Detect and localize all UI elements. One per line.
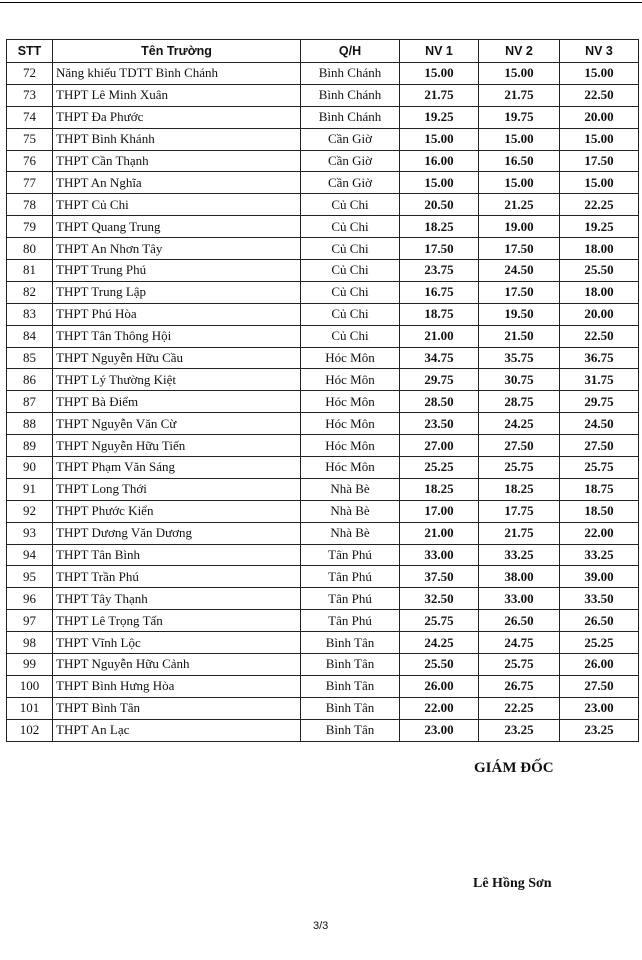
cell-nv3: 20.00 — [560, 106, 639, 128]
cell-nv2: 22.25 — [479, 697, 560, 719]
table-row — [7, 128, 639, 150]
cell-nv3: 18.50 — [560, 500, 639, 522]
cell-nv3: 23.00 — [560, 697, 639, 719]
cell-nv2: 23.25 — [479, 719, 560, 741]
cell-stt: 81 — [7, 260, 53, 282]
cell-nv1: 25.75 — [400, 610, 479, 632]
cell-district: Hóc Môn — [301, 413, 400, 435]
cell-stt: 74 — [7, 106, 53, 128]
cell-nv2: 21.75 — [479, 84, 560, 106]
cell-school-name: THPT Tây Thạnh — [53, 588, 301, 610]
table-row — [7, 150, 639, 172]
header-nv1: NV 1 — [400, 40, 479, 63]
cell-nv1: 26.00 — [400, 675, 479, 697]
page-number: 3/3 — [313, 920, 329, 932]
cell-school-name: THPT Tân Thông Hội — [53, 325, 301, 347]
cell-nv1: 15.00 — [400, 172, 479, 194]
cell-school-name: THPT Cần Thạnh — [53, 150, 301, 172]
cell-district: Củ Chi — [301, 216, 400, 238]
cell-district: Cần Giờ — [301, 150, 400, 172]
cell-school-name: THPT Đa Phước — [53, 106, 301, 128]
cell-district: Tân Phú — [301, 610, 400, 632]
cell-district: Nhà Bè — [301, 522, 400, 544]
cell-school-name: THPT Trung Lập — [53, 281, 301, 303]
table-row — [7, 457, 639, 479]
cell-district: Bình Tân — [301, 632, 400, 654]
cell-nv3: 33.25 — [560, 544, 639, 566]
cell-nv1: 25.50 — [400, 654, 479, 676]
cell-nv2: 18.25 — [479, 478, 560, 500]
table-row — [7, 238, 639, 260]
cell-school-name: THPT Phạm Văn Sáng — [53, 457, 301, 479]
cell-nv1: 21.00 — [400, 325, 479, 347]
cell-district: Hóc Môn — [301, 457, 400, 479]
cell-school-name: THPT Nguyễn Hữu Cầu — [53, 347, 301, 369]
cell-stt: 86 — [7, 369, 53, 391]
cell-school-name: THPT Bà Điểm — [53, 391, 301, 413]
cell-nv1: 22.00 — [400, 697, 479, 719]
table-row — [7, 347, 639, 369]
table-row — [7, 697, 639, 719]
cell-nv1: 17.00 — [400, 500, 479, 522]
cell-school-name: THPT Nguyễn Hữu Tiến — [53, 435, 301, 457]
cell-nv1: 29.75 — [400, 369, 479, 391]
table-row — [7, 106, 639, 128]
cell-nv2: 17.50 — [479, 238, 560, 260]
cell-nv3: 26.00 — [560, 654, 639, 676]
cell-nv1: 19.25 — [400, 106, 479, 128]
cell-district: Củ Chi — [301, 325, 400, 347]
table-row — [7, 84, 639, 106]
cell-stt: 95 — [7, 566, 53, 588]
cell-nv3: 22.00 — [560, 522, 639, 544]
cell-nv1: 23.00 — [400, 719, 479, 741]
cell-stt: 101 — [7, 697, 53, 719]
cell-nv2: 21.50 — [479, 325, 560, 347]
cell-district: Củ Chi — [301, 194, 400, 216]
cell-nv1: 17.50 — [400, 238, 479, 260]
cell-nv1: 33.00 — [400, 544, 479, 566]
cell-nv3: 18.00 — [560, 281, 639, 303]
cell-stt: 90 — [7, 457, 53, 479]
cell-district: Hóc Môn — [301, 391, 400, 413]
cell-stt: 85 — [7, 347, 53, 369]
cell-district: Hóc Môn — [301, 347, 400, 369]
cell-school-name: THPT Nguyễn Văn Cừ — [53, 413, 301, 435]
cell-stt: 82 — [7, 281, 53, 303]
table-row — [7, 413, 639, 435]
cell-nv1: 25.25 — [400, 457, 479, 479]
cell-nv3: 24.50 — [560, 413, 639, 435]
cell-nv2: 25.75 — [479, 654, 560, 676]
cell-nv3: 18.75 — [560, 478, 639, 500]
cell-school-name: THPT Lê Minh Xuân — [53, 84, 301, 106]
cell-school-name: THPT An Nhơn Tây — [53, 238, 301, 260]
cell-school-name: THPT Vĩnh Lộc — [53, 632, 301, 654]
header-nv2: NV 2 — [479, 40, 560, 63]
cell-nv2: 33.00 — [479, 588, 560, 610]
cell-nv1: 20.50 — [400, 194, 479, 216]
cell-nv2: 19.50 — [479, 303, 560, 325]
signature-title: GIÁM ĐỐC — [474, 760, 554, 776]
cell-district: Bình Chánh — [301, 63, 400, 85]
cell-nv3: 27.50 — [560, 435, 639, 457]
cell-stt: 84 — [7, 325, 53, 347]
cell-stt: 100 — [7, 675, 53, 697]
table-row — [7, 654, 639, 676]
table-row — [7, 325, 639, 347]
cell-district: Tân Phú — [301, 544, 400, 566]
cell-district: Bình Tân — [301, 675, 400, 697]
cell-nv2: 35.75 — [479, 347, 560, 369]
cell-nv1: 34.75 — [400, 347, 479, 369]
cell-nv3: 31.75 — [560, 369, 639, 391]
cell-district: Bình Tân — [301, 654, 400, 676]
cell-nv3: 15.00 — [560, 63, 639, 85]
cell-nv1: 27.00 — [400, 435, 479, 457]
cell-stt: 76 — [7, 150, 53, 172]
cell-stt: 93 — [7, 522, 53, 544]
cell-school-name: THPT Trần Phú — [53, 566, 301, 588]
table-row — [7, 522, 639, 544]
cell-stt: 92 — [7, 500, 53, 522]
cell-nv3: 22.50 — [560, 325, 639, 347]
cell-nv1: 21.75 — [400, 84, 479, 106]
table-row — [7, 172, 639, 194]
cell-school-name: THPT Bình Hưng Hòa — [53, 675, 301, 697]
cell-nv3: 33.50 — [560, 588, 639, 610]
cell-nv3: 17.50 — [560, 150, 639, 172]
cell-nv1: 18.25 — [400, 478, 479, 500]
cell-nv3: 27.50 — [560, 675, 639, 697]
table-row — [7, 544, 639, 566]
table-row — [7, 610, 639, 632]
cell-nv1: 23.50 — [400, 413, 479, 435]
cell-school-name: THPT Củ Chi — [53, 194, 301, 216]
table-row — [7, 675, 639, 697]
cell-district: Củ Chi — [301, 260, 400, 282]
cell-school-name: THPT An Nghĩa — [53, 172, 301, 194]
cell-district: Nhà Bè — [301, 500, 400, 522]
table-row — [7, 303, 639, 325]
cell-district: Củ Chi — [301, 303, 400, 325]
cell-nv2: 17.50 — [479, 281, 560, 303]
cell-stt: 72 — [7, 63, 53, 85]
table-row — [7, 281, 639, 303]
cell-district: Hóc Môn — [301, 369, 400, 391]
cell-school-name: THPT Phước Kiển — [53, 500, 301, 522]
cell-stt: 75 — [7, 128, 53, 150]
cell-district: Hóc Môn — [301, 435, 400, 457]
cell-nv1: 18.75 — [400, 303, 479, 325]
cell-stt: 80 — [7, 238, 53, 260]
cell-nv2: 25.75 — [479, 457, 560, 479]
cell-nv2: 15.00 — [479, 172, 560, 194]
cell-school-name: THPT Lý Thường Kiệt — [53, 369, 301, 391]
cell-nv3: 18.00 — [560, 238, 639, 260]
cell-school-name: THPT Quang Trung — [53, 216, 301, 238]
cell-school-name: THPT Lê Trọng Tấn — [53, 610, 301, 632]
cell-stt: 94 — [7, 544, 53, 566]
table-row — [7, 369, 639, 391]
cell-nv2: 33.25 — [479, 544, 560, 566]
admission-scores-table — [6, 39, 639, 742]
cell-nv3: 15.00 — [560, 128, 639, 150]
cell-nv2: 38.00 — [479, 566, 560, 588]
cell-nv3: 22.50 — [560, 84, 639, 106]
cell-nv1: 18.25 — [400, 216, 479, 238]
cell-district: Bình Chánh — [301, 84, 400, 106]
cell-stt: 91 — [7, 478, 53, 500]
header-district: Q/H — [301, 40, 400, 63]
cell-nv2: 15.00 — [479, 63, 560, 85]
cell-nv1: 23.75 — [400, 260, 479, 282]
cell-nv1: 28.50 — [400, 391, 479, 413]
cell-nv2: 19.00 — [479, 216, 560, 238]
cell-stt: 83 — [7, 303, 53, 325]
document-page — [6, 39, 639, 742]
cell-school-name: THPT Phú Hòa — [53, 303, 301, 325]
cell-district: Củ Chi — [301, 238, 400, 260]
table-row — [7, 566, 639, 588]
cell-nv2: 30.75 — [479, 369, 560, 391]
cell-district: Nhà Bè — [301, 478, 400, 500]
cell-school-name: THPT Dương Văn Dương — [53, 522, 301, 544]
table-row — [7, 719, 639, 741]
cell-nv2: 17.75 — [479, 500, 560, 522]
cell-stt: 79 — [7, 216, 53, 238]
cell-stt: 78 — [7, 194, 53, 216]
cell-stt: 73 — [7, 84, 53, 106]
cell-nv2: 26.50 — [479, 610, 560, 632]
header-nv3: NV 3 — [560, 40, 639, 63]
cell-stt: 88 — [7, 413, 53, 435]
cell-nv1: 15.00 — [400, 63, 479, 85]
cell-nv3: 15.00 — [560, 172, 639, 194]
cell-nv2: 19.75 — [479, 106, 560, 128]
cell-nv1: 24.25 — [400, 632, 479, 654]
cell-nv1: 16.75 — [400, 281, 479, 303]
cell-nv3: 23.25 — [560, 719, 639, 741]
cell-stt: 87 — [7, 391, 53, 413]
table-header-row — [7, 40, 639, 63]
table-row — [7, 63, 639, 85]
cell-nv2: 24.50 — [479, 260, 560, 282]
header-school-name: Tên Trường — [53, 40, 301, 63]
cell-nv3: 29.75 — [560, 391, 639, 413]
cell-nv3: 25.75 — [560, 457, 639, 479]
cell-nv1: 15.00 — [400, 128, 479, 150]
cell-nv1: 21.00 — [400, 522, 479, 544]
cell-school-name: THPT Nguyễn Hữu Cảnh — [53, 654, 301, 676]
cell-stt: 102 — [7, 719, 53, 741]
table-row — [7, 500, 639, 522]
cell-nv3: 19.25 — [560, 216, 639, 238]
table-row — [7, 632, 639, 654]
cell-nv1: 32.50 — [400, 588, 479, 610]
cell-nv2: 27.50 — [479, 435, 560, 457]
cell-nv2: 28.75 — [479, 391, 560, 413]
cell-nv3: 25.25 — [560, 632, 639, 654]
signature-name: Lê Hồng Sơn — [473, 876, 552, 891]
cell-nv3: 22.25 — [560, 194, 639, 216]
cell-stt: 89 — [7, 435, 53, 457]
cell-nv2: 26.75 — [479, 675, 560, 697]
cell-district: Tân Phú — [301, 588, 400, 610]
table-row — [7, 435, 639, 457]
cell-nv2: 24.25 — [479, 413, 560, 435]
cell-nv2: 16.50 — [479, 150, 560, 172]
cell-district: Tân Phú — [301, 566, 400, 588]
cell-nv3: 25.50 — [560, 260, 639, 282]
table-row — [7, 260, 639, 282]
cell-district: Cần Giờ — [301, 128, 400, 150]
cell-nv1: 37.50 — [400, 566, 479, 588]
cell-nv3: 39.00 — [560, 566, 639, 588]
cell-nv2: 15.00 — [479, 128, 560, 150]
cell-school-name: THPT Long Thới — [53, 478, 301, 500]
cell-district: Bình Tân — [301, 697, 400, 719]
cell-stt: 98 — [7, 632, 53, 654]
header-stt: STT — [7, 40, 53, 63]
table-row — [7, 216, 639, 238]
table-row — [7, 478, 639, 500]
cell-stt: 97 — [7, 610, 53, 632]
cell-nv3: 26.50 — [560, 610, 639, 632]
table-row — [7, 588, 639, 610]
cell-district: Củ Chi — [301, 281, 400, 303]
cell-stt: 99 — [7, 654, 53, 676]
cell-nv1: 16.00 — [400, 150, 479, 172]
cell-school-name: THPT Trung Phú — [53, 260, 301, 282]
table-row — [7, 391, 639, 413]
cell-stt: 96 — [7, 588, 53, 610]
cell-nv2: 21.75 — [479, 522, 560, 544]
cell-school-name: THPT Bình Tân — [53, 697, 301, 719]
cell-district: Bình Tân — [301, 719, 400, 741]
cell-school-name: THPT Bình Khánh — [53, 128, 301, 150]
table-body — [7, 63, 639, 742]
cell-school-name: Năng khiếu TDTT Bình Chánh — [53, 63, 301, 85]
cell-district: Cần Giờ — [301, 172, 400, 194]
cell-nv2: 24.75 — [479, 632, 560, 654]
cell-nv2: 21.25 — [479, 194, 560, 216]
cell-nv3: 20.00 — [560, 303, 639, 325]
cell-stt: 77 — [7, 172, 53, 194]
table-row — [7, 194, 639, 216]
cell-school-name: THPT Tân Bình — [53, 544, 301, 566]
cell-school-name: THPT An Lạc — [53, 719, 301, 741]
cell-nv3: 36.75 — [560, 347, 639, 369]
top-border-line — [0, 2, 642, 3]
cell-district: Bình Chánh — [301, 106, 400, 128]
